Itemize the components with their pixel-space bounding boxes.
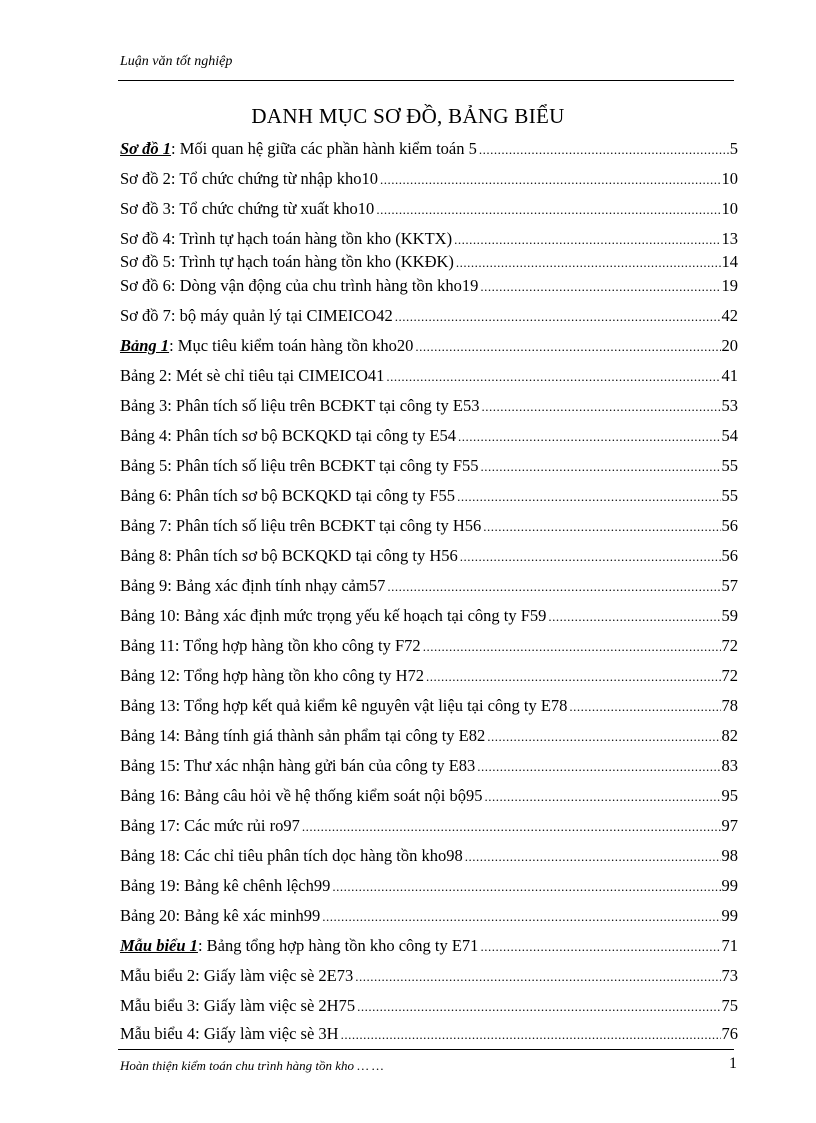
toc-leader-dots (456, 253, 721, 273)
toc-entry-rest: : Bảng tổng hợp hàng tồn kho công ty E71 (197, 936, 479, 955)
toc-page-number: 72 (721, 666, 738, 685)
header-rule (118, 80, 734, 81)
toc-page-number: 56 (721, 516, 738, 535)
toc-leader-dots (380, 170, 721, 190)
toc-entry (120, 139, 738, 160)
toc-page-number: 71 (721, 936, 738, 955)
toc-leader-dots (487, 727, 720, 747)
toc-entry (120, 696, 738, 717)
toc-entry (120, 726, 738, 747)
toc-page-number: 19 (721, 276, 738, 295)
toc-leader-dots (387, 577, 720, 597)
toc-entry (120, 906, 738, 927)
toc-page-number: 54 (721, 426, 738, 445)
toc-entry-label (120, 936, 478, 956)
toc-entry-label: Bảng 19: Bảng kê chênh lệch99 (120, 876, 331, 895)
toc-entry-label: Sơ đồ 4: Trình tự hạch toán hàng tồn kho (KKTX) (120, 229, 453, 248)
toc-entry-label: Bảng 12: Tổng hợp hàng tồn kho công ty H72 (120, 666, 425, 685)
toc-entry-label: Sơ đồ 6: Dòng vận động của chu trình hàng tồn kho19 (120, 276, 479, 295)
toc-entry (120, 199, 738, 220)
toc-entry (120, 816, 738, 837)
toc-leader-dots (386, 367, 720, 387)
toc-entry-label: Bảng 11: Tổng hợp hàng tồn kho công ty F72 (120, 636, 421, 655)
toc-entry (120, 1024, 738, 1045)
toc-entry-label: Mẫu biểu 4: Giấy làm việc sè 3H (120, 1024, 339, 1043)
toc-entry (120, 966, 738, 987)
footer-text: Hoàn thiện kiểm toán chu trình hàng tồn kho … … (120, 1058, 384, 1073)
toc-entry-label: Bảng 3: Phân tích số liệu trên BCĐKT tại công ty E53 (120, 396, 480, 415)
page-title: DANH MỤC SƠ ĐỒ, BẢNG BIỂU (251, 104, 565, 128)
toc-page-number: 14 (721, 252, 738, 271)
toc-leader-dots (357, 997, 720, 1017)
toc-entry-lead: Mẫu biểu 1 (120, 936, 198, 955)
toc-page-number: 95 (721, 786, 738, 805)
toc-entry (120, 846, 738, 867)
toc-entry-label: Bảng 18: Các chỉ tiêu phân tích dọc hàng tồn kho98 (120, 846, 463, 865)
toc-page-number: 76 (721, 1024, 738, 1043)
toc-entry (120, 276, 738, 297)
toc-entry (120, 516, 738, 537)
toc-entry (120, 936, 738, 957)
toc-page-number: 55 (721, 456, 738, 475)
toc-leader-dots (426, 667, 720, 687)
toc-page-number: 5 (729, 139, 738, 158)
toc-page-number: 83 (721, 756, 738, 775)
toc-entry-lead: Sơ đồ 1 (120, 139, 172, 158)
toc-page-number: 20 (721, 336, 738, 355)
toc-leader-dots (480, 937, 720, 957)
toc-leader-dots (322, 907, 720, 927)
toc-entry-label: Bảng 8: Phân tích sơ bộ BCKQKD tại công ty H56 (120, 546, 458, 565)
toc-page-number: 57 (721, 576, 738, 595)
toc-leader-dots (569, 697, 720, 717)
toc-page-number: 41 (721, 366, 738, 385)
toc-entry (120, 229, 738, 250)
toc-page-number: 99 (721, 906, 738, 925)
footer-rule (118, 1049, 734, 1050)
toc-page-number: 10 (721, 199, 738, 218)
toc-entry-label: Bảng 16: Bảng câu hỏi về hệ thống kiểm soát nội bộ95 (120, 786, 483, 805)
toc-entry-label: Sơ đồ 5: Trình tự hạch toán hàng tồn kho (KKĐK) (120, 252, 454, 271)
toc-leader-dots (332, 877, 720, 897)
toc-leader-dots (465, 847, 721, 867)
toc-leader-dots (480, 277, 720, 297)
toc-leader-dots (302, 817, 721, 837)
toc-entry-label: Bảng 4: Phân tích sơ bộ BCKQKD tại công ty E54 (120, 426, 456, 445)
toc-entry (120, 546, 738, 567)
toc-leader-dots (376, 200, 720, 220)
toc-page-number: 10 (721, 169, 738, 188)
toc-entry (120, 486, 738, 507)
toc-leader-dots (458, 427, 721, 447)
toc-leader-dots (341, 1025, 721, 1045)
toc-entry (120, 756, 738, 777)
toc-page-number: 98 (721, 846, 738, 865)
toc-entry-label (120, 139, 477, 159)
toc-page-number: 53 (721, 396, 738, 415)
toc-entry-label (120, 336, 413, 356)
toc-leader-dots (548, 607, 720, 627)
toc-entry-lead: Bảng 1 (120, 336, 170, 355)
toc-entry-label: Bảng 17: Các mức rủi ro97 (120, 816, 300, 835)
toc-entry (120, 996, 738, 1017)
toc-leader-dots (481, 397, 720, 417)
toc-leader-dots (483, 517, 720, 537)
toc-leader-dots (454, 230, 720, 250)
toc-page-number: 99 (721, 876, 738, 895)
toc-entry-label: Bảng 10: Bảng xác định mức trọng yếu kế hoạch tại công ty F59 (120, 606, 547, 625)
toc-leader-dots (460, 547, 721, 567)
page-header-text: Luận văn tốt nghiệp (120, 54, 233, 69)
toc-entry-label: Sơ đồ 3: Tổ chức chứng từ xuất kho10 (120, 199, 375, 218)
toc-entry-label: Mẫu biểu 3: Giấy làm việc sè 2H75 (120, 996, 356, 1015)
toc-entry-rest: : Mối quan hệ giữa các phần hành kiểm toán 5 (171, 139, 477, 158)
toc-page-number: 56 (721, 546, 738, 565)
toc-leader-dots (423, 637, 721, 657)
toc-entry-label: Sơ đồ 2: Tổ chức chứng từ nhập kho10 (120, 169, 378, 188)
toc-entry-label: Bảng 20: Bảng kê xác minh99 (120, 906, 321, 925)
toc-entry-label: Bảng 5: Phân tích số liệu trên BCĐKT tại công ty F55 (120, 456, 479, 475)
toc-leader-dots (395, 307, 721, 327)
toc-entry (120, 456, 738, 477)
toc-page-number: 73 (721, 966, 738, 985)
toc-entry-label: Bảng 15: Thư xác nhận hàng gửi bán của công ty E83 (120, 756, 476, 775)
toc-leader-dots (477, 757, 720, 777)
toc-entry-label: Mẫu biểu 2: Giấy làm việc sè 2E73 (120, 966, 354, 985)
toc-leader-dots (415, 337, 720, 357)
toc-entry (120, 876, 738, 897)
toc-entry-label: Sơ đồ 7: bộ máy quản lý tại CIMEICO42 (120, 306, 393, 325)
toc-leader-dots (355, 967, 720, 987)
toc-page-number: 42 (721, 306, 738, 325)
toc-entry-label: Bảng 7: Phân tích số liệu trên BCĐKT tại công ty H56 (120, 516, 482, 535)
toc-entry (120, 169, 738, 190)
toc-page-number: 82 (721, 726, 738, 745)
toc-entry-label: Bảng 13: Tổng hợp kết quả kiểm kê nguyên vật liệu tại công ty E78 (120, 696, 568, 715)
toc-entry-label: Bảng 2: Mét sè chỉ tiêu tại CIMEICO41 (120, 366, 385, 385)
toc-leader-dots (479, 140, 729, 160)
toc-page-number: 78 (721, 696, 738, 715)
toc-entry (120, 606, 738, 627)
toc-entry-label: Bảng 9: Bảng xác định tính nhạy cảm57 (120, 576, 386, 595)
toc-entry (120, 426, 738, 447)
toc-page-number: 97 (721, 816, 738, 835)
toc-entry (120, 336, 738, 357)
toc-page-number: 75 (721, 996, 738, 1015)
toc-entry-label: Bảng 6: Phân tích sơ bộ BCKQKD tại công ty F55 (120, 486, 456, 505)
toc-entry (120, 396, 738, 417)
toc-entry (120, 366, 738, 387)
toc-page-number: 72 (721, 636, 738, 655)
toc-entry (120, 306, 738, 327)
toc-page-number: 13 (721, 229, 738, 248)
toc-entry (120, 252, 738, 273)
toc-entry-label: Bảng 14: Bảng tính giá thành sản phẩm tại công ty E82 (120, 726, 486, 745)
toc-entry (120, 636, 738, 657)
toc-entry (120, 576, 738, 597)
toc-entry (120, 786, 738, 807)
toc-leader-dots (481, 457, 721, 477)
toc-leader-dots (484, 787, 720, 807)
toc-entry (120, 666, 738, 687)
page-number: 1 (729, 1055, 737, 1072)
toc-page-number: 55 (721, 486, 738, 505)
toc-page-number: 59 (721, 606, 738, 625)
toc-leader-dots (457, 487, 720, 507)
toc-entry-rest: : Mục tiêu kiểm toán hàng tồn kho20 (169, 336, 414, 355)
